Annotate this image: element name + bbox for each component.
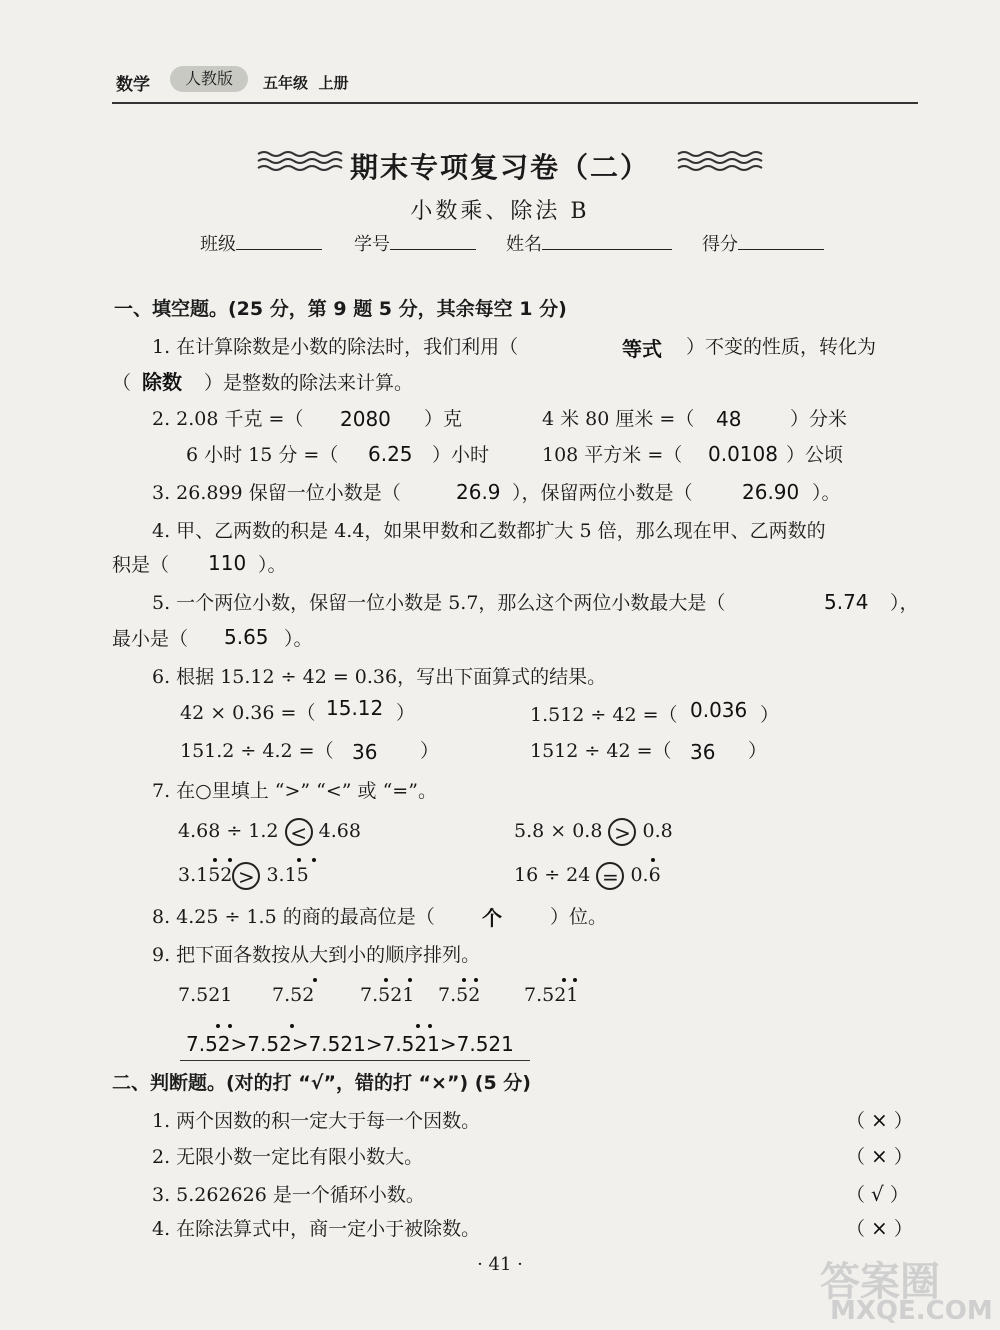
- q6-e4: 1512 ÷ 42 =（: [530, 740, 672, 762]
- q6-answer1: 15.12: [326, 696, 384, 720]
- q4-b: 积是（: [112, 554, 170, 576]
- q3-answer1: 26.9: [456, 480, 501, 504]
- q8-b: ）位。: [550, 906, 608, 928]
- q4-c: ）。: [258, 554, 287, 576]
- q6-answer2: 0.036: [690, 698, 748, 722]
- watermark-logo: 答案圈: [820, 1259, 940, 1305]
- q2-answer2: 48: [716, 407, 742, 431]
- q1-line2-end: ）是整数的除法来计算。: [204, 372, 414, 394]
- q5-answer1: 5.74: [824, 590, 869, 614]
- q9-answer: 7.52>7.52>7.521>7.521>7.521: [186, 1032, 514, 1056]
- page-title: 期末专项复习卷（二）: [349, 151, 650, 184]
- q9-num-3: 7.521: [360, 984, 415, 1006]
- q6-answer3: 36: [352, 740, 378, 764]
- repeat-dot: [297, 858, 301, 862]
- subject-label: 数学: [116, 75, 150, 95]
- repeat-dot: [228, 1024, 232, 1028]
- grade-label: 五年级 上册: [263, 74, 349, 92]
- section2-heading: 二、判断题。(对的打 “√”，错的打 “×”) (5 分): [112, 1072, 531, 1094]
- repeat-dot: [313, 978, 317, 982]
- q5-d: ）。: [284, 628, 313, 650]
- repeat-dot: [312, 858, 316, 862]
- q2-f: ）小时: [432, 444, 490, 466]
- repeat-dot: [228, 858, 232, 862]
- q7-compare4: 16 ÷ 24 = 0.6: [514, 864, 661, 889]
- class-field[interactable]: 班级: [200, 230, 322, 256]
- q2-a: 2. 2.08 千克 =（: [152, 408, 304, 430]
- q5-b: ），: [890, 592, 919, 614]
- section1-heading: 一、填空题。(25 分，第 9 题 5 分，其余每空 1 分): [114, 298, 567, 320]
- q4-answer: 110: [208, 551, 247, 575]
- q8-a: 8. 4.25 ÷ 1.5 的商的最高位是（: [152, 906, 435, 928]
- q7-compare2: 5.8 × 0.8 > 0.8: [514, 820, 673, 845]
- judge-item-1: 1. 两个因数的积一定大于每一个因数。: [152, 1110, 481, 1132]
- judge-item-4: 4. 在除法算式中，商一定小于被除数。: [152, 1218, 481, 1240]
- q5-answer2: 5.65: [224, 625, 269, 649]
- judge-answer-2: （ × ）: [846, 1144, 913, 1168]
- q8-answer: 个: [482, 906, 502, 930]
- q3-b: ），保留两位小数是（: [512, 482, 693, 504]
- q4-line1: 4. 甲、乙两数的积是 4.4，如果甲数和乙数都扩大 5 倍，那么现在甲、乙两数的: [152, 520, 826, 542]
- q5-line1: 5. 一个两位小数，保留一位小数是 5.7，那么这个两位小数最大是（: [152, 592, 726, 614]
- repeat-dot: [573, 978, 577, 982]
- repeat-dot: [416, 1024, 420, 1028]
- q7-compare3: 3.152 > 3.15: [178, 864, 309, 889]
- judge-answer-3: （ √ ）: [846, 1182, 909, 1206]
- student-number-field[interactable]: 学号: [354, 230, 476, 256]
- repeat-dot: [462, 978, 466, 982]
- judge-item-2: 2. 无限小数一定比有限小数大。: [152, 1146, 424, 1168]
- q2-g: 108 平方米 =（: [542, 444, 683, 466]
- edition-badge: 人教版: [170, 66, 248, 92]
- q6-e3: 151.2 ÷ 4.2 =（: [180, 740, 334, 762]
- q2-h: ）公顷: [786, 444, 844, 466]
- q9-num-2: 7.52: [272, 984, 315, 1006]
- compare-circle-1: <: [285, 818, 313, 846]
- q2-c: 4 米 80 厘米 =（: [542, 408, 695, 430]
- q1-answer1: 等式: [622, 337, 662, 361]
- repeat-dot: [651, 858, 655, 862]
- compare-circle-3: >: [232, 862, 260, 890]
- repeat-dot: [474, 978, 478, 982]
- q9-num-1: 7.521: [178, 984, 233, 1006]
- q1-line1-end: ）不变的性质，转化为: [686, 336, 877, 358]
- compare-circle-2: >: [608, 818, 636, 846]
- q6-e2: 1.512 ÷ 42 =（: [530, 704, 678, 726]
- q9-answer-underline: [180, 1060, 530, 1061]
- page-subtitle: 小数乘、除法 B: [410, 199, 590, 224]
- repeat-dot: [290, 1024, 294, 1028]
- q5-c: 最小是（: [112, 628, 189, 650]
- watermark-url: MXQE.COM: [830, 1296, 993, 1326]
- q1-line2-open: （: [112, 372, 132, 394]
- compare-circle-4: =: [596, 862, 624, 890]
- q7-line1: 7. 在○里填上 “>” “<” 或 “=”。: [152, 780, 437, 802]
- page-number: · 41 ·: [477, 1254, 523, 1275]
- judge-answer-1: （ × ）: [846, 1108, 913, 1132]
- q2-answer3: 6.25: [368, 442, 413, 466]
- q2-answer1: 2080: [340, 407, 391, 431]
- repeat-dot: [562, 978, 566, 982]
- repeat-dot: [216, 1024, 220, 1028]
- q6-e4b: ）: [748, 740, 768, 762]
- judge-answer-4: （ × ）: [846, 1216, 913, 1240]
- q1-answer2: 除数: [142, 370, 182, 394]
- q6-e3b: ）: [420, 740, 440, 762]
- q6-answer4: 36: [690, 740, 716, 764]
- q2-e: 6 小时 15 分 =（: [186, 444, 339, 466]
- repeat-dot: [408, 978, 412, 982]
- header-rule: [112, 102, 918, 104]
- repeat-dot: [384, 978, 388, 982]
- name-field[interactable]: 姓名: [506, 230, 672, 256]
- q3-a: 3. 26.899 保留一位小数是（: [152, 482, 401, 504]
- repeat-dot: [428, 1024, 432, 1028]
- q9-line1: 9. 把下面各数按从大到小的顺序排列。: [152, 944, 481, 966]
- q2-d: ）分米: [790, 408, 848, 430]
- q9-num-5: 7.521: [524, 984, 579, 1006]
- q9-num-4: 7.52: [438, 984, 481, 1006]
- score-field[interactable]: 得分: [702, 230, 824, 256]
- q6-e1: 42 × 0.36 =（: [180, 702, 316, 724]
- q2-answer4: 0.0108: [708, 442, 778, 466]
- repeat-dot: [213, 858, 217, 862]
- q1-line1: 1. 在计算除数是小数的除法时，我们利用（: [152, 336, 519, 358]
- q6-e2b: ）: [760, 704, 780, 726]
- q2-b: ）克: [424, 408, 463, 430]
- q3-c: ）。: [812, 482, 841, 504]
- judge-item-3: 3. 5.262626 是一个循环小数。: [152, 1184, 425, 1206]
- q3-answer2: 26.90: [742, 480, 800, 504]
- q7-compare1: 4.68 ÷ 1.2 < 4.68: [178, 820, 361, 845]
- q6-line1: 6. 根据 15.12 ÷ 42 = 0.36，写出下面算式的结果。: [152, 666, 607, 688]
- q6-e1b: ）: [396, 702, 416, 724]
